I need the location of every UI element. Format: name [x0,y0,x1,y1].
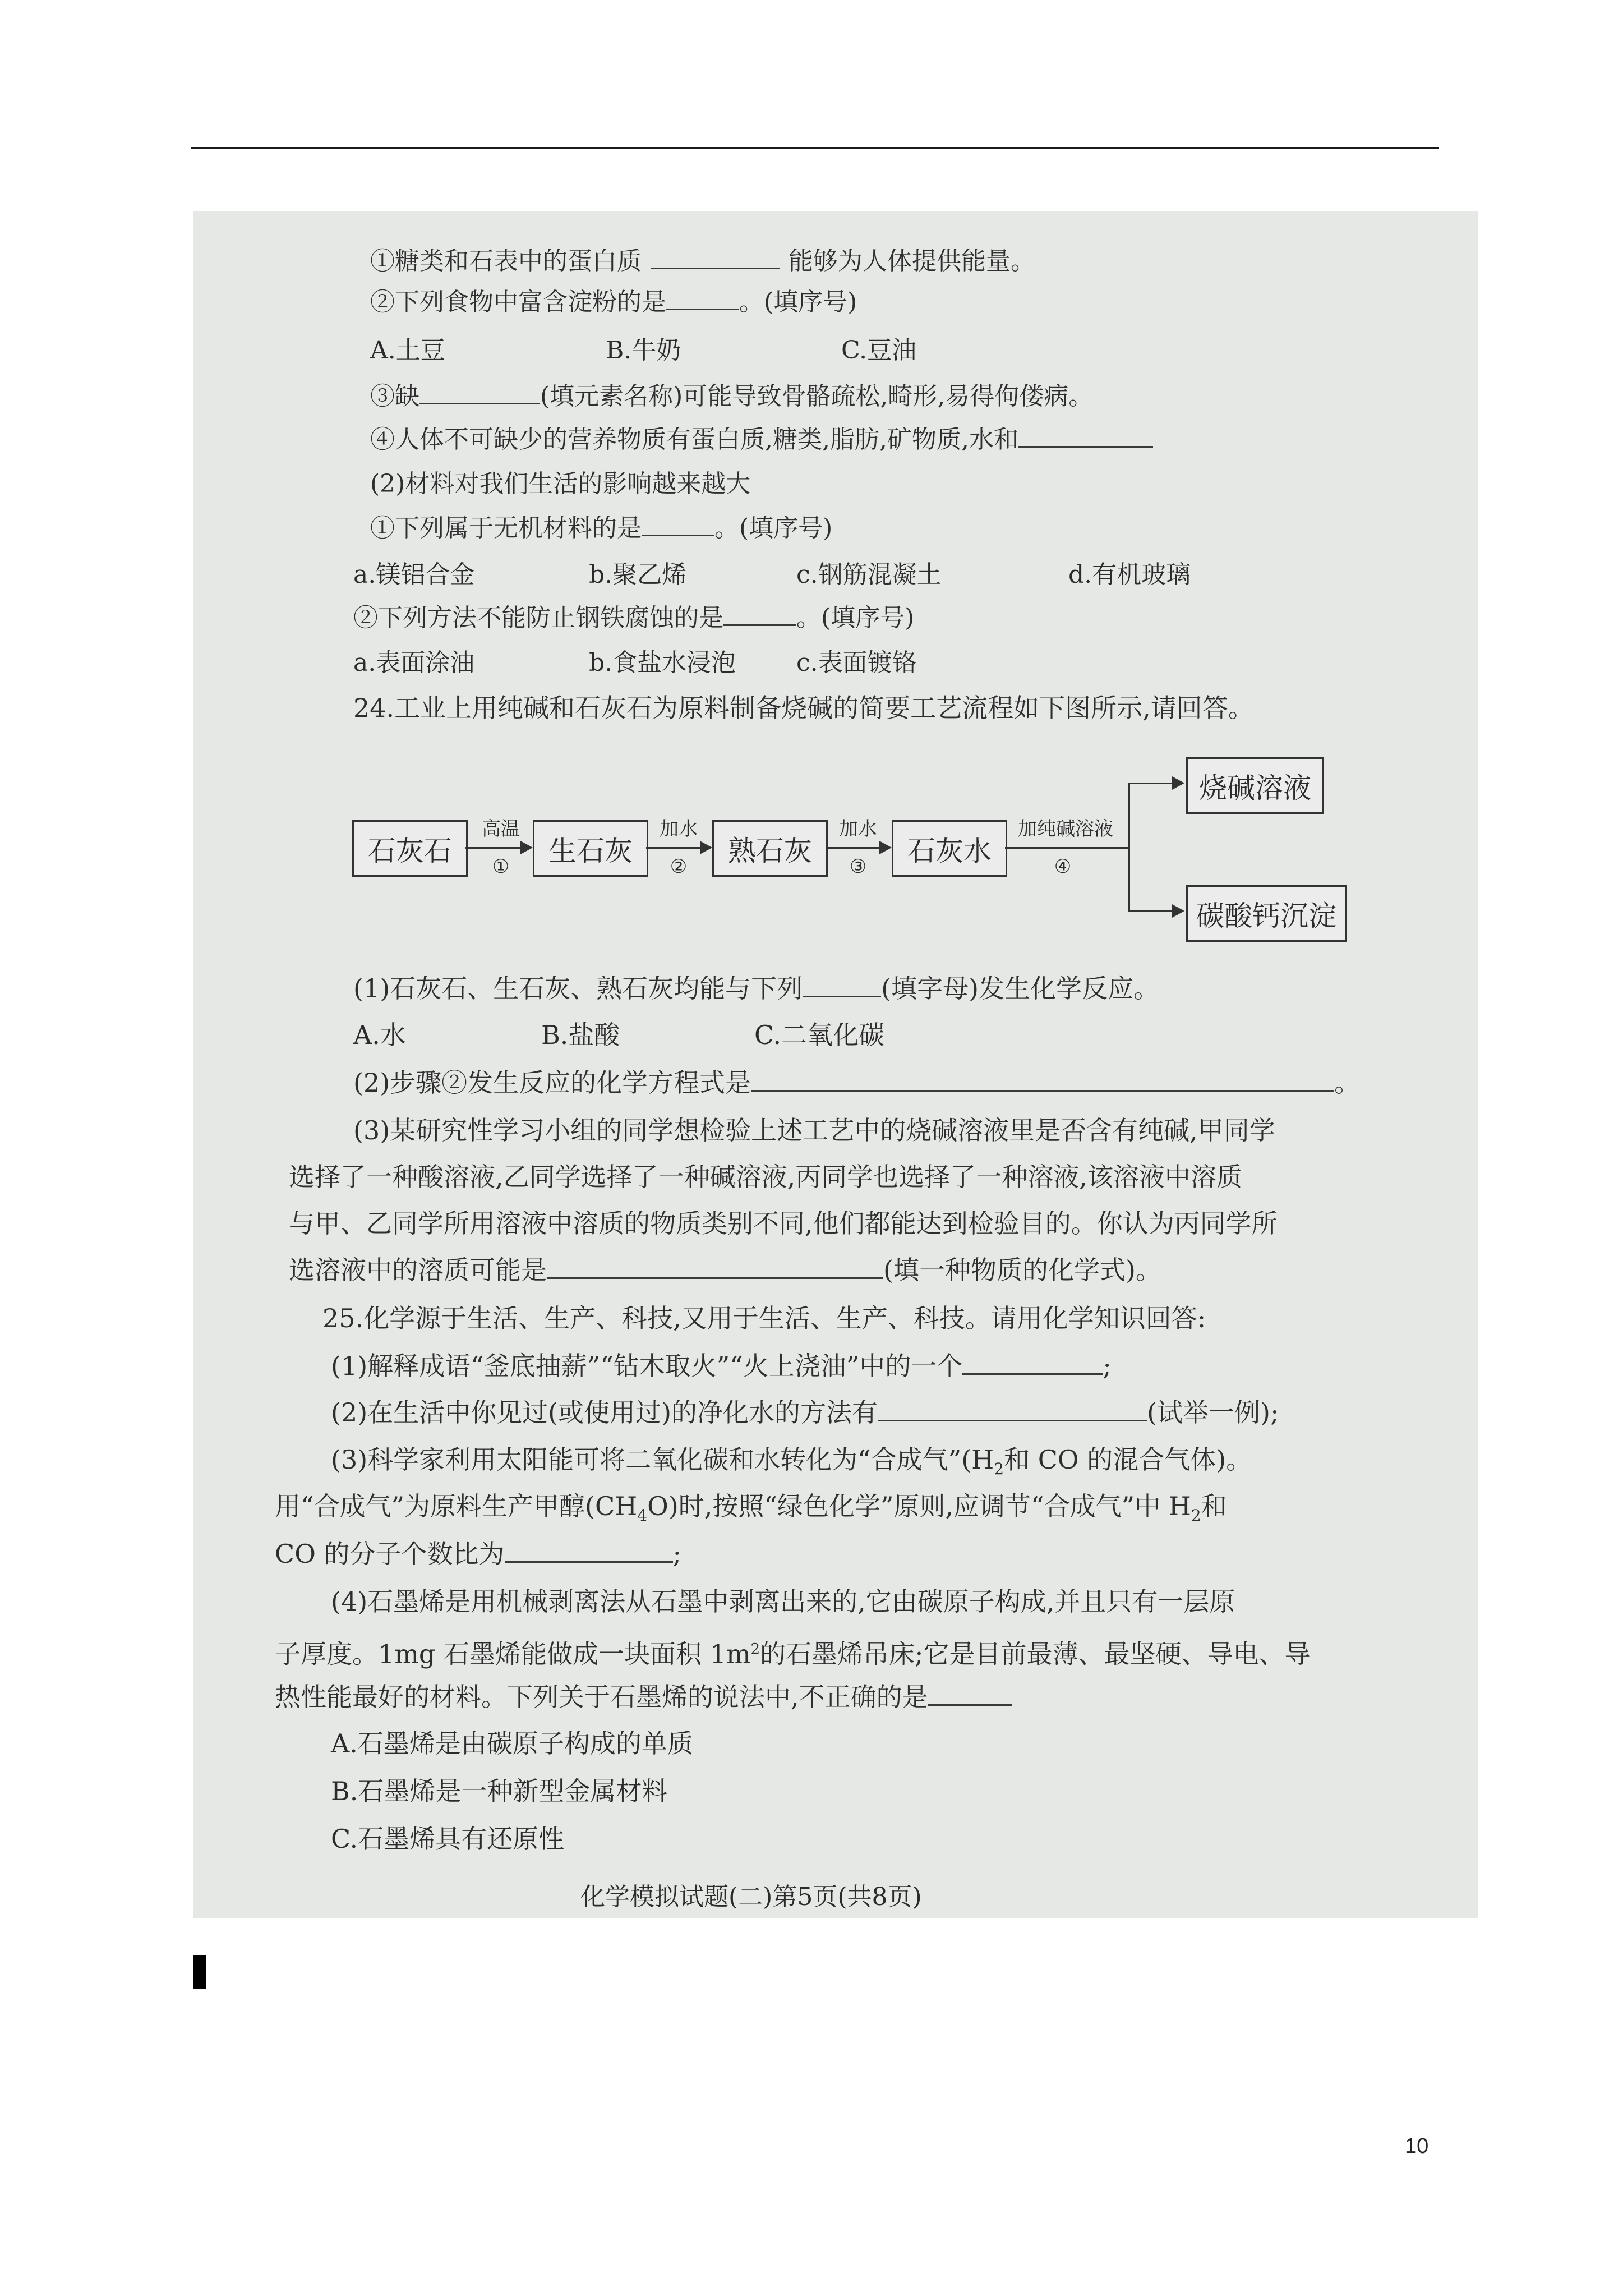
q23-item-3: ③缺 (填元素名称)可能导致骨骼疏松,畸形,易得佝偻病。 [370,382,1094,411]
q25-part-3-line1: (3)科学家利用太阳能可将二氧化碳和水转化为“合成气$”(H_2$和 CO 的混合气体)。 [331,1444,1252,1479]
flow-arrow-4 [1005,847,1128,849]
page-number: 10 [1405,2134,1429,2158]
flow-step-4: ④ [1054,855,1072,878]
q23-m2-opt-c: c.表面镀铬 [796,648,917,677]
q23-m1-opt-d: d.有机玻璃 [1068,560,1191,589]
q24-opt-b: B.盐酸 [541,1020,620,1050]
flow-branch-bottom-head [1172,904,1184,918]
q25-part-3-line2: 用“合成气”为原料生产甲醇$(CH_4O)$时,按照“绿色化学”原则,应调节“合成气”中 $H_2$和 [275,1491,1227,1525]
q23-m1-opt-b: b.聚乙烯 [589,560,687,589]
q23-material-1: ①下列属于无机材料的是 。(填序号) [370,514,833,542]
q23-opt-b: B.牛奶 [606,336,681,365]
flow-arrowhead-1 [520,841,533,854]
flow-box-caustic-soda: 烧碱溶液 [1186,757,1324,814]
q23-m1-opt-a: a.镁铝合金 [353,560,475,589]
header-rule [191,147,1439,149]
q23-item-1: ①糖类和石表中的蛋白质 能够为人体提供能量。 [370,247,1035,275]
q23-item-2: ②下列食物中富含淀粉的是 。(填序号) [370,288,857,316]
q24-part-3-line4: 选溶液中的溶质可能是 (填一种物质的化学式)。 [289,1255,1161,1285]
q24-intro: 24.工业上用纯碱和石灰石为原料制备烧碱的简要工艺流程如下图所示,请回答。 [353,693,1254,723]
flow-arrow-2 [646,847,701,849]
q24-part-3-line1: (3)某研究性学习小组的同学想检验上述工艺中的烧碱溶液里是否含有纯碱,甲同学 [353,1115,1275,1145]
flow-arrowhead-3 [879,841,892,854]
flow-step-3: ③ [849,855,867,878]
q25-part-4-line3: 热性能最好的材料。下列关于石墨烯的说法中,不正确的是 [275,1680,1012,1714]
q25-part-1: (1)解释成语“釜底抽薪”“钻木取火”“火上浇油”中的一个 ; [331,1351,1112,1381]
q23-opt-a: A.土豆 [370,336,445,365]
flow-label-add-water-2: 加水 [839,818,877,840]
flow-branch-line [1128,783,1130,912]
q23-opt-c: C.豆油 [841,336,917,365]
q23-m1-opt-c: c.钢筋混凝土 [796,560,942,589]
q23-item-4: ④人体不可缺少的营养物质有蛋白质,糖类,脂肪,矿物质,水和 [370,423,1153,457]
q24-opt-c: C.二氧化碳 [754,1020,885,1050]
flow-box-limewater: 石灰水 [892,820,1007,877]
flow-step-1: ① [492,855,510,878]
q23-m2-opt-b: b.食盐水浸泡 [589,648,736,677]
flow-arrow-1 [465,847,522,849]
flow-arrowhead-2 [700,841,712,854]
flow-box-slaked-lime: 熟石灰 [712,820,828,877]
flow-label-add-water-1: 加水 [660,818,698,840]
q25-part-4-line1: (4)石墨烯是用机械剥离法从石墨中剥离出来的,它由碳原子构成,并且只有一层原 [331,1586,1235,1617]
flow-step-2: ② [670,855,688,878]
q23-m2-opt-a: a.表面涂油 [353,648,475,677]
q23-material-2: ②下列方法不能防止钢铁腐蚀的是 。(填序号) [353,604,915,632]
flow-box-limestone: 石灰石 [352,820,468,877]
page-break-marker [193,1955,206,1989]
q25-opt-b: B.石墨烯是一种新型金属材料 [331,1776,668,1806]
q24-part-2: (2)步骤②发生反应的化学方程式是 。 [353,1068,1361,1098]
q24-part-1: (1)石灰石、生石灰、熟石灰均能与下列 (填字母)发生化学反应。 [353,973,1160,1004]
flow-box-calcium-carbonate: 碳酸钙沉淀 [1186,885,1347,942]
flow-branch-top [1128,783,1173,784]
flow-box-quicklime: 生石灰 [533,820,648,877]
q25-opt-c: C.石墨烯具有还原性 [331,1824,565,1854]
q25-part-2: (2)在生活中你见过(或使用过)的净化水的方法有 (试举一例); [331,1397,1279,1428]
q24-opt-a: A.水 [353,1020,406,1050]
flow-label-high-temp: 高温 [482,818,520,840]
q23-sub-2: (2)材料对我们生活的影响越来越大 [370,470,751,498]
exam-page-footer: 化学模拟试题(二)第5页(共8页) [580,1883,922,1911]
flow-branch-bottom [1128,910,1173,912]
q25-part-3-line3: CO 的分子个数比为 ; [275,1539,682,1569]
q24-part-3-line2: 选择了一种酸溶液,乙同学选择了一种碱溶液,丙同学也选择了一种溶液,该溶液中溶质 [289,1162,1242,1192]
q24-part-3-line3: 与甲、乙同学所用溶液中溶质的物质类别不同,他们都能达到检验目的。你认为丙同学所 [289,1208,1278,1239]
flow-branch-top-head [1172,776,1184,790]
q25-intro: 25.化学源于生活、生产、科技,又用于生活、生产、科技。请用化学知识回答: [322,1303,1206,1333]
q25-part-4-line2: 子厚度。1mg 石墨烯能做成一块面积 $1m^2$的石墨烯吊床;它是目前最薄、最坚硬、导电、导 [275,1639,1311,1669]
q25-opt-a: A.石墨烯是由碳原子构成的单质 [331,1728,693,1759]
flow-arrow-3 [826,847,880,849]
flow-label-add-soda: 加纯碱溶液 [1018,818,1113,840]
